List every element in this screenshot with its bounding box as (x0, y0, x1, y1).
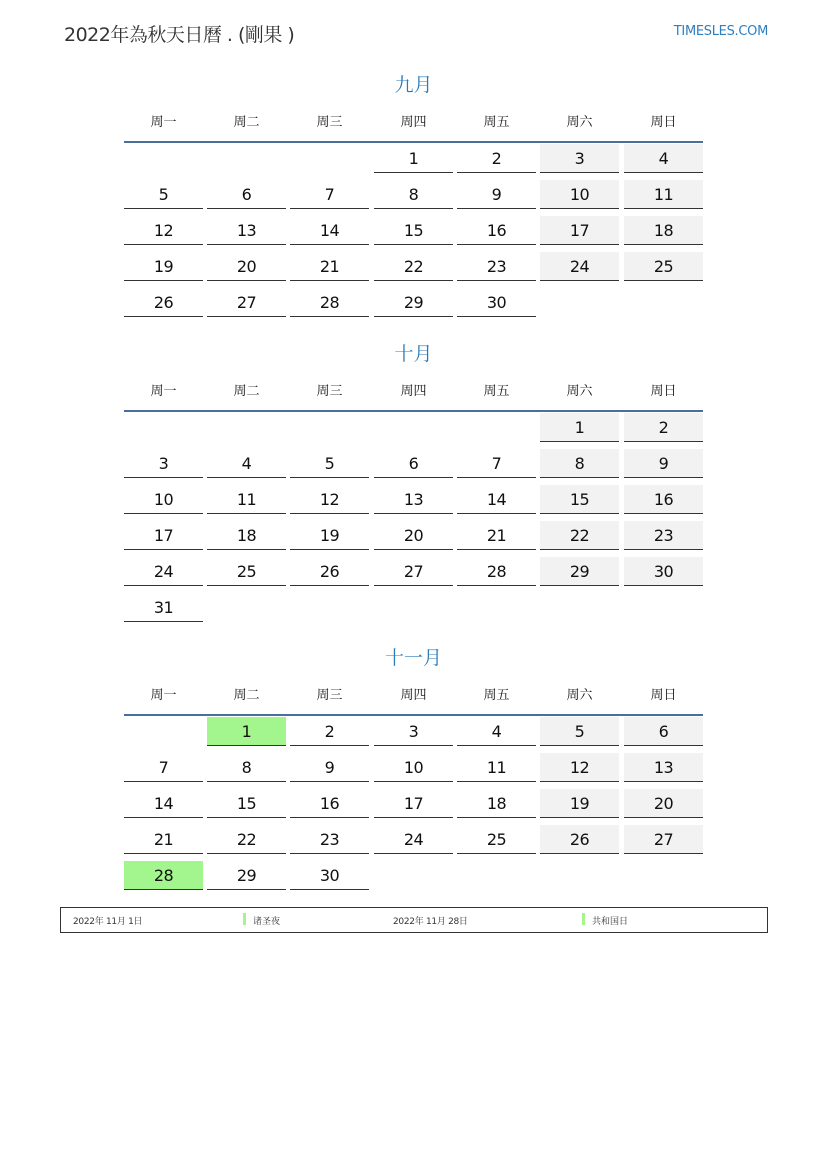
weekday-label: 周二 (233, 115, 260, 130)
weekday-label: 周二 (233, 384, 260, 399)
day-cell: 14 (290, 216, 369, 245)
day-cell: 3 (540, 144, 619, 173)
day-cell: 4 (457, 717, 536, 746)
day-cell: 8 (540, 449, 619, 478)
day-cell: 14 (457, 485, 536, 514)
day-cell: 3 (124, 449, 203, 478)
day-cell: 26 (290, 557, 369, 586)
day-cell: 10 (540, 180, 619, 209)
day-cell: 13 (624, 753, 703, 782)
day-cell: 26 (540, 825, 619, 854)
day-cell: 1 (540, 413, 619, 442)
day-cell: 11 (457, 753, 536, 782)
weekday-label: 周四 (400, 384, 427, 399)
day-cell: 21 (290, 252, 369, 281)
day-cell: 8 (374, 180, 453, 209)
day-cell: 18 (457, 789, 536, 818)
day-cell: 11 (207, 485, 286, 514)
day-cell: 28 (290, 288, 369, 317)
day-cell: 21 (124, 825, 203, 854)
day-cell: 30 (624, 557, 703, 586)
day-cell: 15 (207, 789, 286, 818)
weekday-label: 周日 (650, 115, 677, 130)
day-cell: 2 (290, 717, 369, 746)
day-cell: 2 (624, 413, 703, 442)
weekday-label: 周一 (150, 384, 177, 399)
day-cell: 16 (290, 789, 369, 818)
day-cell: 7 (457, 449, 536, 478)
day-cell: 21 (457, 521, 536, 550)
day-cell: 23 (290, 825, 369, 854)
weekday-label: 周二 (233, 688, 260, 703)
day-cell: 1 (374, 144, 453, 173)
day-cell: 30 (457, 288, 536, 317)
page-title: 2022年為秋天日曆 . (剛果 ) (64, 24, 295, 46)
day-cell: 6 (374, 449, 453, 478)
day-cell: 16 (457, 216, 536, 245)
day-cell: 5 (290, 449, 369, 478)
day-cell: 22 (207, 825, 286, 854)
weekday-label: 周一 (150, 688, 177, 703)
weekday-label: 周六 (566, 115, 593, 130)
weekday-label: 周五 (483, 688, 510, 703)
weekday-label: 周日 (650, 384, 677, 399)
weekday-label: 周五 (483, 384, 510, 399)
day-cell: 18 (624, 216, 703, 245)
holiday-color-swatch (243, 913, 246, 925)
weekday-label: 周三 (316, 384, 343, 399)
holiday-color-swatch (582, 913, 585, 925)
day-cell: 27 (207, 288, 286, 317)
day-cell: 1 (207, 717, 286, 746)
day-cell: 25 (457, 825, 536, 854)
day-cell: 7 (290, 180, 369, 209)
day-cell: 10 (124, 485, 203, 514)
day-cell: 5 (540, 717, 619, 746)
day-cell: 24 (540, 252, 619, 281)
day-cell: 19 (124, 252, 203, 281)
day-cell: 11 (624, 180, 703, 209)
day-cell: 15 (374, 216, 453, 245)
day-cell: 9 (457, 180, 536, 209)
day-cell: 29 (374, 288, 453, 317)
day-cell: 28 (124, 861, 203, 890)
day-cell: 9 (624, 449, 703, 478)
day-cell: 2 (457, 144, 536, 173)
day-cell: 3 (374, 717, 453, 746)
day-cell: 28 (457, 557, 536, 586)
weekday-label: 周日 (650, 688, 677, 703)
day-cell: 14 (124, 789, 203, 818)
weekday-label: 周四 (400, 115, 427, 130)
day-cell: 24 (124, 557, 203, 586)
day-cell: 29 (207, 861, 286, 890)
day-cell: 12 (540, 753, 619, 782)
weekday-label: 周三 (316, 115, 343, 130)
day-cell: 20 (624, 789, 703, 818)
day-cell: 22 (540, 521, 619, 550)
weekday-label: 周三 (316, 688, 343, 703)
day-cell: 22 (374, 252, 453, 281)
weekday-header (124, 380, 703, 412)
day-cell: 20 (207, 252, 286, 281)
holiday-legend (60, 907, 768, 933)
day-cell: 20 (374, 521, 453, 550)
day-cell: 31 (124, 593, 203, 622)
day-cell: 27 (374, 557, 453, 586)
day-cell: 24 (374, 825, 453, 854)
day-cell: 29 (540, 557, 619, 586)
day-cell: 15 (540, 485, 619, 514)
month-title: 十一月 (384, 647, 442, 669)
day-cell: 17 (540, 216, 619, 245)
day-cell: 17 (124, 521, 203, 550)
month-title: 十月 (394, 343, 433, 365)
day-cell: 26 (124, 288, 203, 317)
day-cell: 27 (624, 825, 703, 854)
day-cell: 16 (624, 485, 703, 514)
day-cell: 9 (290, 753, 369, 782)
legend-date: 2022年 11月 28日 (393, 917, 468, 927)
weekday-header (124, 684, 703, 716)
day-cell: 19 (290, 521, 369, 550)
legend-holiday-name: 共和国日 (592, 917, 629, 927)
day-cell: 13 (374, 485, 453, 514)
day-cell: 4 (624, 144, 703, 173)
day-cell: 25 (207, 557, 286, 586)
legend-date: 2022年 11月 1日 (73, 917, 143, 927)
day-cell: 18 (207, 521, 286, 550)
site-link[interactable]: TIMESLES.COM (673, 24, 768, 39)
day-cell: 17 (374, 789, 453, 818)
weekday-label: 周一 (150, 115, 177, 130)
day-cell: 19 (540, 789, 619, 818)
weekday-label: 周六 (566, 688, 593, 703)
weekday-label: 周四 (400, 688, 427, 703)
weekday-label: 周六 (566, 384, 593, 399)
day-cell: 6 (207, 180, 286, 209)
day-cell: 10 (374, 753, 453, 782)
day-cell: 12 (290, 485, 369, 514)
day-cell: 5 (124, 180, 203, 209)
day-cell: 23 (457, 252, 536, 281)
day-cell: 23 (624, 521, 703, 550)
legend-holiday-name: 诸圣夜 (253, 917, 281, 927)
weekday-label: 周五 (483, 115, 510, 130)
month-title: 九月 (394, 74, 433, 96)
day-cell: 8 (207, 753, 286, 782)
day-cell: 12 (124, 216, 203, 245)
day-cell: 13 (207, 216, 286, 245)
weekday-header (124, 111, 703, 143)
day-cell: 30 (290, 861, 369, 890)
day-cell: 6 (624, 717, 703, 746)
day-cell: 25 (624, 252, 703, 281)
day-cell: 7 (124, 753, 203, 782)
day-cell: 4 (207, 449, 286, 478)
